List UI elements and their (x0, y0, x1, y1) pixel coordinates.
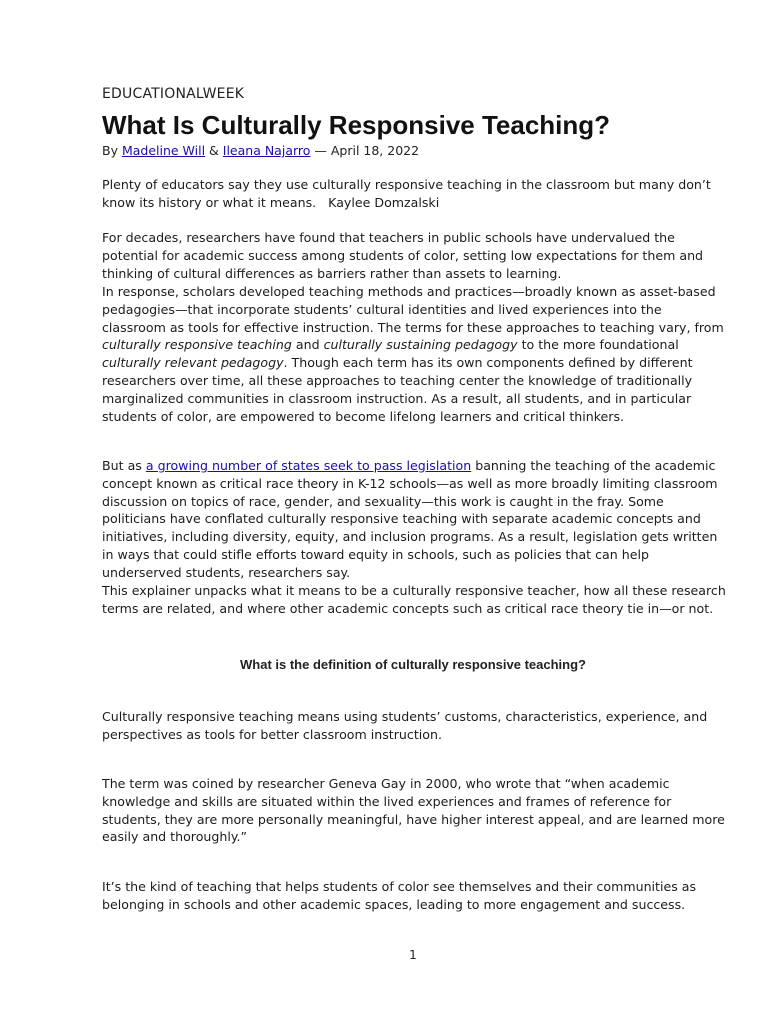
legislation-link[interactable]: a growing number of states seek to pass legislation (145, 458, 472, 473)
paragraph-4 (102, 457, 728, 582)
intro-text: Plenty of educators say they use culturally responsive teaching in the classroom but many don’t know its history or what it means. (102, 177, 711, 210)
term-culturally-sustaining-pedagogy: culturally sustaining pedagogy (323, 337, 518, 353)
publisher-name: EDUCATIONALWEEK (102, 86, 245, 102)
term-culturally-responsive-teaching: culturally responsive teaching (102, 337, 292, 353)
paragraph-5: This explainer unpacks what it means to be a culturally responsive teacher, how all these research terms are related, and where other academic concepts such as critical race theory tie in—or not. (102, 583, 726, 616)
publish-date: — April 18, 2022 (310, 143, 420, 158)
paragraph-3-text-2: and (291, 337, 324, 353)
paragraph-3-text-1: In response, scholars developed teaching methods and practices—broadly known as asset-based pedagogies—that incorporate students’ cultural identities and lived experiences into the classroom as tools for effective instruction. The terms for these approaches to teaching vary, from (102, 284, 724, 335)
byline-prefix: By (102, 143, 122, 158)
paragraph-6: Culturally responsive teaching means using students’ customs, characteristics, experience, and perspectives as tools for better classroom instruction. (102, 709, 708, 742)
section-heading: What is the definition of culturally responsive teaching? (240, 657, 586, 672)
author-link-ileana-najarro[interactable]: Ileana Najarro (222, 143, 311, 158)
paragraph-3-text-3: to the more foundational (517, 337, 679, 353)
byline-joiner: & (205, 143, 223, 158)
page-number: 1 (409, 948, 417, 962)
photo-credit: Kaylee Domzalski (316, 194, 440, 210)
paragraph-3 (102, 283, 728, 425)
intro-paragraph (102, 176, 728, 212)
paragraph-4-text: banning the teaching of the academic concept known as critical race theory in K-12 schools—as well as more broadly limiting classroom discussion on topics of race, gender, and sexuality—this work is caught in the fray. Some politicians have conflated culturally responsive teaching with separate academic concepts and initiatives, including diversity, equity, and inclusion programs. As a result, legislation gets written in ways that could stifle efforts toward equity in schools, such as policies that can help underserved students, researchers say. (102, 458, 718, 580)
author-link-madeline-will[interactable]: Madeline Will (121, 143, 206, 158)
paragraph-7: The term was coined by researcher Geneva Gay in 2000, who wrote that “when academic knowledge and skills are situated within the lived experiences and frames of reference for students, they are more personally meaningful, have higher interest appeal, and are learned more easily and thoroughly.” (102, 776, 725, 845)
byline (102, 143, 419, 159)
term-culturally-relevant-pedagogy: culturally relevant pedagogy (102, 355, 284, 371)
paragraph-3-text-4: . Though each term has its own components defined by different researchers over time, all these approaches to teaching center the knowledge of traditionally marginalized communities in classroom instruction. As a result, all students, and in particular students of color, are empowered to become lifelong learners and critical thinkers. (102, 355, 693, 424)
paragraph-2: For decades, researchers have found that teachers in public schools have undervalued the potential for academic success among students of color, setting low expectations for them and thinking of cultural differences as barriers rather than assets to learning. (102, 230, 704, 281)
article-title: What Is Culturally Responsive Teaching? (102, 110, 611, 140)
paragraph-8: It’s the kind of teaching that helps students of color see themselves and their communities as belonging in schools and other academic spaces, leading to more engagement and success. (102, 879, 697, 912)
paragraph-4-prefix: But as (102, 458, 146, 473)
